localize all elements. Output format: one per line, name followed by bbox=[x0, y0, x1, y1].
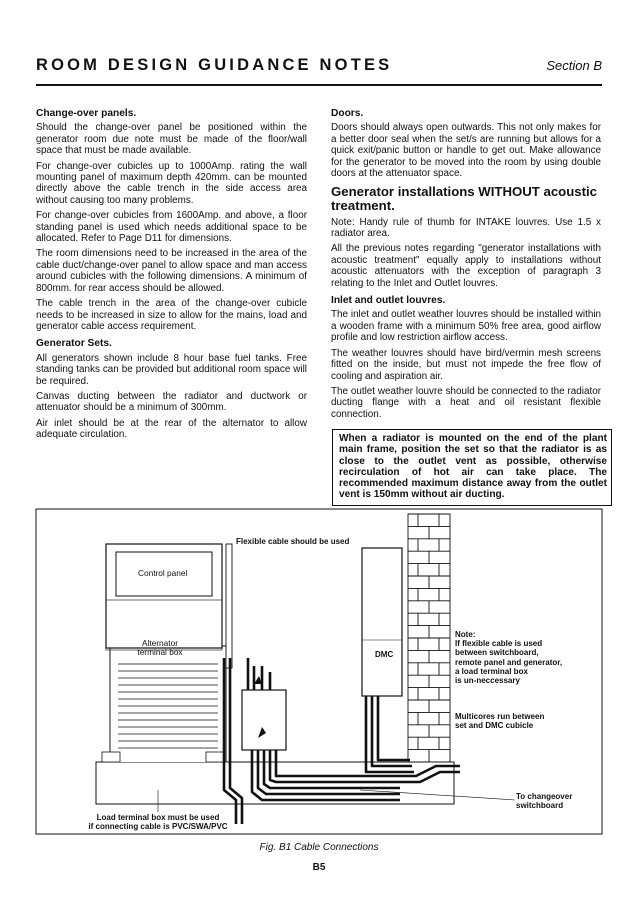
label-alternator-line-1: Alternator bbox=[142, 638, 178, 648]
louvres-paragraph-2: The weather louvres should have bird/vermin mesh screens fitted on the inside, but must not impede the free flow of cooling and aspiration air. bbox=[331, 347, 601, 382]
figure-caption: Fig. B1 Cable Connections bbox=[259, 842, 379, 853]
changeover-heading: Change-over panels. bbox=[36, 108, 137, 119]
gensets-paragraph-2: Canvas ducting between the radiator and ductwork or attenuator should be a minimum of 300mm. bbox=[36, 390, 307, 414]
multicores-line-1: Multicores run between bbox=[455, 712, 545, 721]
note-line-1: Note: bbox=[455, 630, 476, 639]
changeover-paragraph-3: For change-over cubicles from 1600Amp. and above, a floor standing panel is used which needs additional space to be allocated. Refer to Page D11 for dimensions. bbox=[36, 210, 307, 245]
note-line-4: remote panel and generator, bbox=[455, 657, 563, 667]
label-flexible-cable: Flexible cable should be used bbox=[236, 537, 350, 546]
louvres-paragraph-3: The outlet weather louvre should be connected to the radiator ducting flange with a heat and oil resistant flexible connection. bbox=[331, 385, 601, 420]
note-line-6: is un-neccessary bbox=[455, 676, 520, 686]
mount-foot-right bbox=[206, 752, 224, 762]
label-load-terminal bbox=[70, 813, 246, 831]
note-line-2: If flexible cable is used bbox=[455, 639, 543, 649]
label-changeover-switchboard bbox=[516, 792, 572, 810]
doors-paragraph: Doors should always open outwards. This not only makes for a better door seal when the set/s are running but allows for a quick exit/panic button or handle to get out. Make allowance for the generator to be moved into the room by using double doors at the attenuator space. bbox=[331, 122, 601, 180]
alternator-body bbox=[110, 646, 226, 762]
label-dmc: DMC bbox=[375, 650, 394, 659]
changeover-line-2: switchboard bbox=[516, 801, 564, 811]
multicores-line-2: set and DMC cubicle bbox=[455, 721, 534, 731]
dmc-cubicle bbox=[362, 548, 402, 696]
without-paragraph-2: All the previous notes regarding "generator installations with acoustic treatment" equally apply to installations without acoustic attenuators with the exception of paragraph 3 relating to the Inlet and Outlet louvres. bbox=[331, 243, 601, 289]
louvres-paragraph-1: The inlet and outlet weather louvres should be installed within a wooden frame with a minimum 50% free area, good airflow profile and low restriction airflow access. bbox=[331, 309, 601, 344]
label-multicores bbox=[455, 712, 544, 730]
label-alternator bbox=[110, 639, 210, 657]
cable-tray bbox=[226, 544, 232, 668]
cable bbox=[378, 696, 410, 760]
label-note bbox=[455, 630, 562, 685]
without-acoustic-heading: Generator installations WITHOUT acoustic treatment. bbox=[331, 184, 597, 214]
label-alternator-line-2: terminal box bbox=[137, 647, 183, 658]
changeover-paragraph-5: The cable trench in the area of the change-over cubicle needs to be increased in size to allow for the mains, load and generator cable access requirement. bbox=[36, 298, 307, 332]
document-title: ROOM DESIGN GUIDANCE NOTES bbox=[36, 56, 393, 74]
mount-foot-left bbox=[102, 752, 120, 762]
louvres-heading: Inlet and outlet louvres. bbox=[331, 295, 446, 307]
doors-heading: Doors. bbox=[331, 108, 364, 119]
gensets-paragraph-3: Air inlet should be at the rear of the alternator to allow adequate circulation. bbox=[36, 417, 307, 441]
load-line-2: if connecting cable is PVC/SWA/PVC bbox=[88, 822, 228, 832]
brick-wall bbox=[408, 514, 450, 786]
without-paragraph-1: Note: Handy rule of thumb for INTAKE louvres. Use 1.5 x radiator area. bbox=[331, 216, 601, 240]
gensets-heading: Generator Sets. bbox=[36, 338, 112, 350]
load-line-1: Load terminal box must be used bbox=[96, 813, 220, 822]
note-line-3: between switchboard, bbox=[455, 648, 539, 658]
changeover-paragraph-1: Should the change-over panel be positioned within the generator room due note must be made of the floor/wall space that must be made available. bbox=[36, 122, 307, 157]
changeover-line-1: To changeover bbox=[516, 792, 573, 801]
label-control-panel: Control panel bbox=[138, 568, 188, 578]
changeover-paragraph-4: The room dimensions need to be increased in the area of the cable duct/change-over panel to allow space and man access around cubicles with the following dimensions. A minimum of 800mm. for rear access should be allowed. bbox=[36, 248, 307, 294]
section-label: Section B bbox=[546, 58, 602, 73]
page-number: B5 bbox=[312, 862, 326, 873]
note-line-5: a load terminal box bbox=[455, 666, 528, 676]
radiator-warning-box: When a radiator is mounted on the end of the plant main frame, position the set so that the radiator is as close to the outlet vent as possible, otherwise recirculation of hot air can take place. The recommended maximum distance away from the outlet vent is 150mm without air ducting. bbox=[332, 429, 612, 506]
gensets-paragraph-1: All generators shown include 8 hour base fuel tanks. Free standing tanks can be provided but additional room space will be required. bbox=[36, 352, 307, 387]
load-terminal-box bbox=[242, 690, 286, 750]
changeover-paragraph-2: For change-over cubicles up to 1000Amp. rating the wall mounting panel of maximum depth 420mm. can be mounted directly above the cable trench in the side access area without causing too many problems. bbox=[36, 160, 307, 206]
